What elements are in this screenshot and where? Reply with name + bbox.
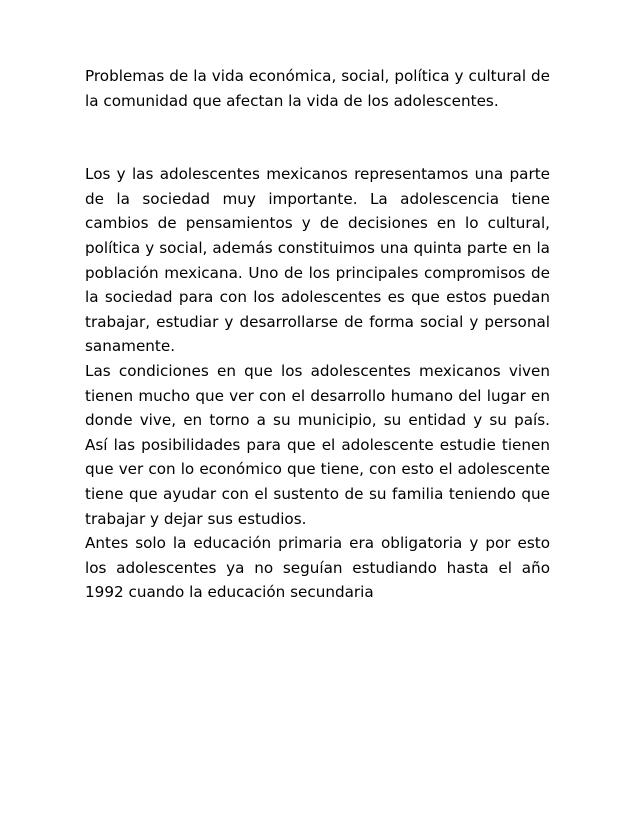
document-page xyxy=(85,64,550,605)
paragraph-2: Las condiciones en que los adolescentes mexicanos viven tienen mucho que ver con el desarrollo humano del lugar en donde vive, en torno a su municipio, su entidad y su país. Así las posibilidades para que el adolescente estudie tienen que ver con lo económico que tiene, con esto el adolescente tiene que ayudar con el sustento de su familia teniendo que trabajar y dejar sus estudios. xyxy=(85,361,550,528)
document-title: Problemas de la vida económica, social, política y cultural de la comunidad que afectan la vida de los adolescentes. xyxy=(85,67,550,110)
paragraph-3: Antes solo la educación primaria era obligatoria y por esto los adolescentes ya no seguían estudiando hasta el año 1992 cuando la educación secundaria xyxy=(85,534,550,602)
paragraph-spacer xyxy=(85,113,550,162)
paragraph-1: Los y las adolescentes mexicanos representamos una parte de la sociedad muy importante. La adolescencia tiene cambios de pensamientos y de decisiones en lo cultural, política y social, además constituimos una quinta parte en la población mexicana. Uno de los principales compromisos de la sociedad para con los adolescentes es que estos puedan trabajar, estudiar y desarrollarse de forma social y personal sanamente. xyxy=(85,165,550,356)
